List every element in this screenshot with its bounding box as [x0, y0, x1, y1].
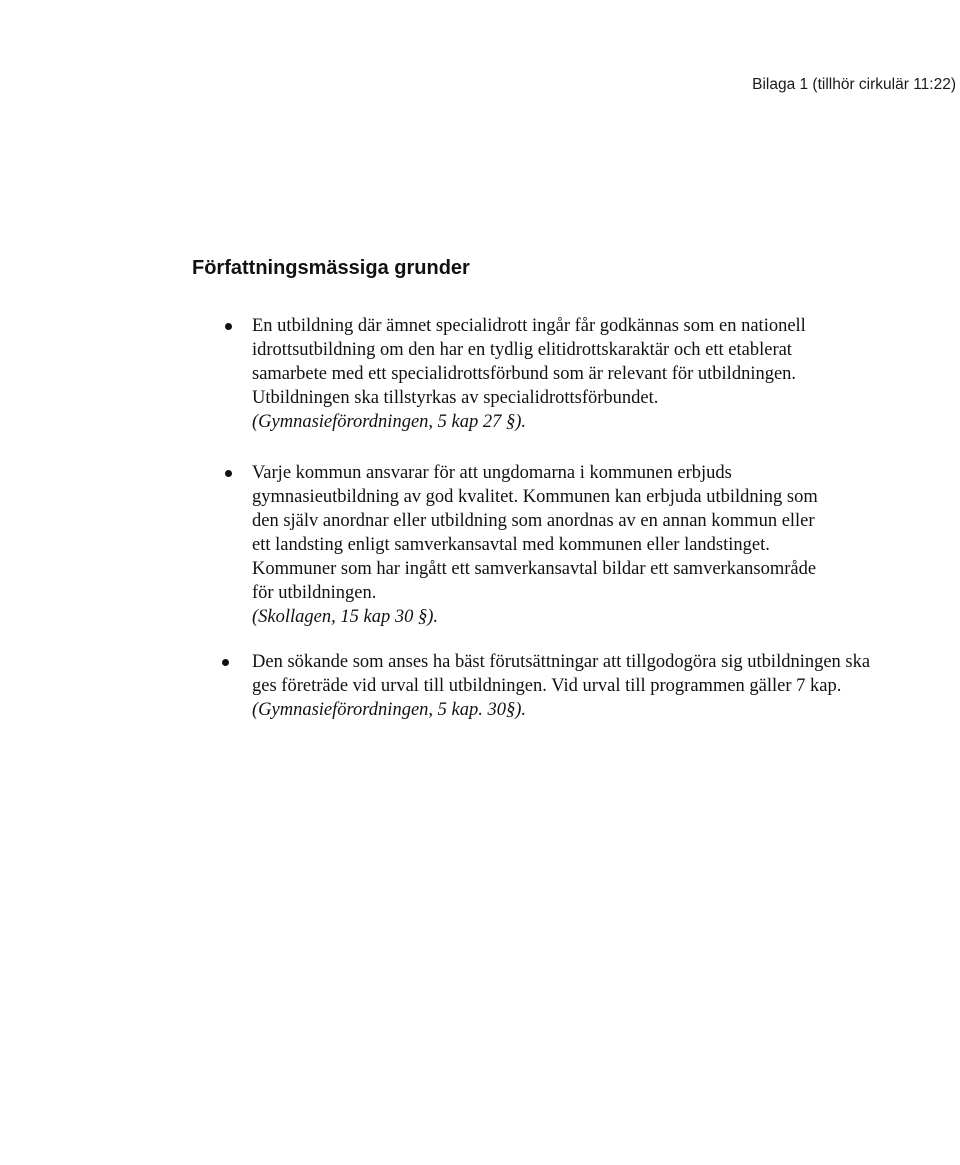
item-text-line: ges företräde vid urval till utbildningen. Vid urval till programmen gäller 7 kap.: [252, 676, 842, 696]
item-citation: (Skollagen, 15 kap 30 §).: [252, 607, 438, 627]
list-item: [252, 314, 806, 434]
bullet-icon: [222, 659, 229, 666]
item-text-line: ett landsting enligt samverkansavtal med kommunen eller landstinget.: [252, 535, 770, 555]
item-text-line: Den sökande som anses ha bäst förutsättningar att tillgodogöra sig utbildningen ska: [252, 652, 871, 672]
bullet-icon: [225, 323, 232, 330]
item-text-line: den själv anordnar eller utbildning som anordnas av en annan kommun eller: [252, 511, 815, 531]
item-citation: (Gymnasieförordningen, 5 kap. 30§).: [252, 700, 527, 720]
section-title: Författningsmässiga grunder: [192, 257, 470, 279]
list-item: [252, 650, 870, 722]
bullet-icon: [225, 470, 232, 477]
item-text-line: idrottsutbildning om den har en tydlig elitidrottskaraktär och ett etablerat: [252, 340, 792, 360]
item-text-line: Varje kommun ansvarar för att ungdomarna i kommunen erbjuds: [252, 463, 732, 483]
item-citation: (Gymnasieförordningen, 5 kap 27 §).: [252, 412, 527, 432]
item-text-line: samarbete med ett specialidrottsförbund som är relevant för utbildningen.: [252, 364, 797, 384]
item-text-line: Kommuner som har ingått ett samverkansavtal bildar ett samverkansområde: [252, 559, 817, 579]
item-text-line: En utbildning där ämnet specialidrott ingår får godkännas som en nationell: [252, 316, 806, 336]
item-text-line: gymnasieutbildning av god kvalitet. Kommunen kan erbjuda utbildning som: [252, 487, 818, 507]
list-item: [252, 461, 818, 629]
item-text-line: för utbildningen.: [252, 583, 377, 603]
item-text-line: Utbildningen ska tillstyrkas av specialidrottsförbundet.: [252, 388, 659, 408]
annex-label: Bilaga 1 (tillhör cirkulär 11:22): [752, 76, 956, 93]
